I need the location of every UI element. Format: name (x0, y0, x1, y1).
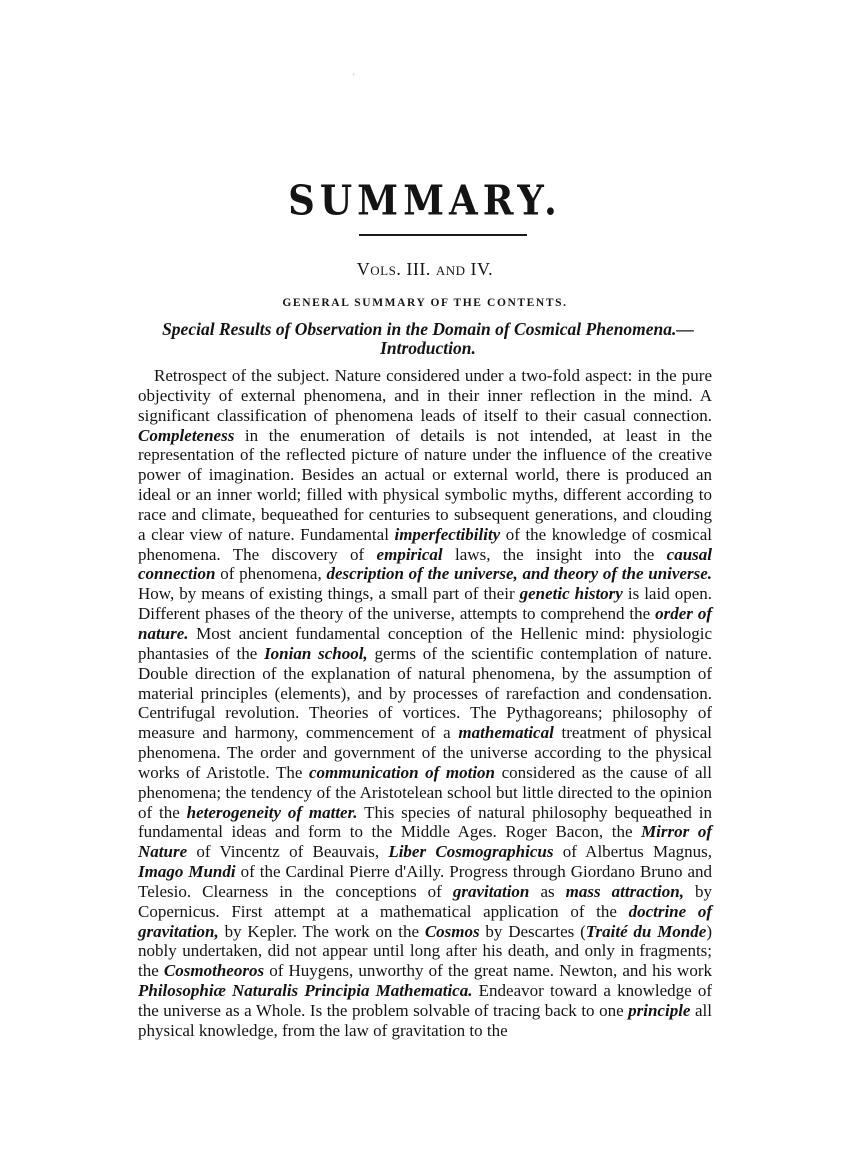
italic-term: Liber Cosmographicus (388, 842, 554, 862)
section-heading: Special Results of Observation in the Domain of Cosmical Phenomena.—Introduction. (162, 319, 694, 358)
body-text-run: all physical knowledge, from the law of gravitation to the (138, 1001, 712, 1040)
italic-term: Traité du Monde (585, 921, 707, 941)
italic-term: genetic history (519, 584, 623, 604)
italic-term: Ionian school, (264, 643, 368, 663)
italic-term: Mirror of Nature (138, 822, 712, 862)
italic-term: mass attraction, (565, 881, 684, 901)
body-text-run: by Copernicus. First attempt at a mathematical application of the (138, 881, 713, 921)
body-text-run: of Albertus Magnus, (553, 842, 713, 862)
summary-paragraph (138, 366, 712, 1041)
italic-term: Completeness (138, 425, 235, 445)
general-summary-heading: GENERAL SUMMARY OF THE CONTENTS. (282, 297, 568, 309)
body-text-run: of the Cardinal Pierre d'Ailly. Progress through Giordano Bruno and Telesio. Clearness in the conceptions of (138, 862, 712, 901)
body-text-run: of Vincentz of Beauvais, (187, 842, 389, 862)
paper-speck: · (352, 70, 356, 81)
italic-term: description of the universe, and theory of the universe. (326, 564, 712, 584)
body-text-run: in the enumeration of details is not intended, at least in the representation of the reflected picture of nature under the influence of the creative power of imagination. Besides an actual or external world, there is produced an ideal or an inner world; filled with physical symbolic myths, different according to race and climate, bequeathed for centuries to subsequent generations, and clouding a clear view of nature. Fundamental (138, 425, 712, 544)
italic-term: Imago Mundi (138, 862, 236, 882)
body-text-run: treatment of physical phenomena. The order and government of the universe according to the physical works of Aristotle. The (138, 723, 712, 782)
body-text-run: germs of the scientific contemplation of nature. Double direction of the explanation of natural phenomena, by the assumption of material principles (elements), and by processes of rarefaction and condensation. Centrifugal revolution. Theories of vortices. The Pythagoreans; philosophy of measure and harmony, commencement of a (138, 643, 712, 743)
italic-term: empirical (376, 544, 443, 564)
volumes-label: Vols. III. and IV. (356, 259, 494, 279)
italic-term: imperfectibility (394, 524, 501, 544)
body-text-run: by Kepler. The work on the (218, 921, 425, 941)
italic-term: Cosmotheoros (163, 961, 265, 981)
body-text-run: of Huygens, unworthy of the great name. Newton, and his work (264, 961, 712, 981)
body-text-run: as (529, 881, 566, 901)
body-text-run: ) nobly undertaken, did not appear until long after his death, and only in fragments; the (138, 921, 712, 981)
body-text-run: of phenomena, (215, 564, 327, 584)
body-text-run: of the knowledge of cosmical phenomena. The discovery of (138, 524, 712, 564)
title-rule (359, 234, 527, 236)
body-text-run: considered as the cause of all phenomena; the tendency of the Aristotelean school but little directed to the opinion of the (138, 762, 712, 822)
italic-term: Cosmos (424, 921, 480, 941)
italic-term: mathematical (458, 723, 554, 743)
italic-term: gravitation (452, 881, 530, 901)
body-text-run: Endeavor toward a knowledge of the universe as a Whole. Is the problem solvable of tracing back to one (138, 981, 712, 1020)
italic-term: principle (628, 1001, 691, 1020)
italic-term: Philosophiæ Naturalis Principia Mathematica. (138, 981, 473, 1001)
body-text-run: Most ancient fundamental conception of the Hellenic mind: physiologic phantasies of the (138, 623, 712, 663)
italic-term: heterogeneity of matter. (186, 802, 358, 822)
body-text-run: by Descartes ( (479, 921, 586, 941)
page-title: SUMMARY. (288, 175, 562, 225)
italic-term: communication of motion (308, 762, 496, 782)
body-text-run: This species of natural philosophy bequeathed in fundamental ideas and form to the Middle Ages. Roger Bacon, the (138, 802, 712, 842)
italic-term: order of nature. (138, 604, 712, 643)
body-text-run: laws, the insight into the (442, 544, 667, 564)
body-text-run: is laid open. Different phases of the theory of the universe, attempts to comprehend the (138, 584, 713, 624)
italic-term: causal connection (138, 544, 713, 584)
body-text-run: How, by means of existing things, a small part of their (138, 584, 520, 604)
italic-term: doctrine of gravitation, (138, 901, 712, 941)
body-text-run: Retrospect of the subject. Nature considered under a two-fold aspect: in the pure objectivity of external phenomena, and in their inner reflection in the mind. A significant classification of phenomena leads of itself to their casual connection. (138, 366, 712, 425)
